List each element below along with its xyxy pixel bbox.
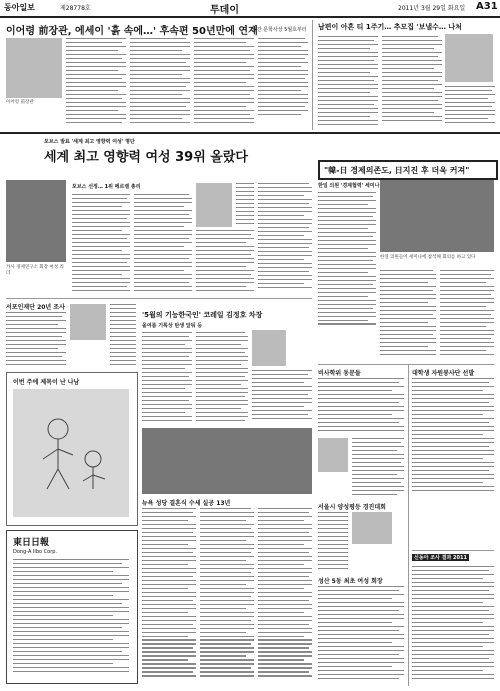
right-divider-1 <box>318 364 494 365</box>
page-number: A31 <box>476 1 498 12</box>
people-body <box>318 378 404 434</box>
wed-headline: 뉴욕 성당 결혼식 수세 실공 13년 <box>142 500 231 507</box>
top-right-body-col2 <box>382 36 442 128</box>
korea-japan-photo <box>380 180 494 252</box>
bottom-right-headline: 서울시 양성평등 경진대회 <box>318 504 386 511</box>
right-bottom-tag: 신동아 조사 결과 2011 <box>414 555 467 561</box>
left-mid-body <box>6 312 66 368</box>
left-mid-body2 <box>110 304 136 368</box>
women-body-col1 <box>72 194 130 294</box>
bottom-right-headline2: 성산 5동 최초 여성 회장 <box>318 578 383 585</box>
lee-photo <box>6 38 62 98</box>
women-body-side <box>236 183 254 227</box>
women-subhead: 포브스 선정… 1위 메르켈 총리 <box>72 184 141 190</box>
wedding-headline: 대학생 자원봉사단 선발 <box>412 370 475 377</box>
advertisement <box>6 530 138 684</box>
section-rule <box>0 132 500 134</box>
top-right-body-col1 <box>318 36 378 128</box>
cartoon-box <box>6 372 138 526</box>
bottom-body-col1 <box>142 508 196 684</box>
women-inset-photo <box>196 183 232 227</box>
right-col-divider <box>408 364 409 686</box>
mid-photo <box>252 330 286 366</box>
women-body-col3 <box>196 230 254 294</box>
korea-japan-kicker: 한일 의원 '경제협력' 세미나 <box>318 183 380 189</box>
lee-body-col2 <box>130 38 190 128</box>
bottom-body-col3 <box>258 508 312 684</box>
mid-divider <box>6 298 312 299</box>
lee-photo-caption: 이어령 前장관 <box>6 100 34 105</box>
korea-japan-body-col3 <box>440 270 494 360</box>
mid-headline: '5월의 기능한국인' 코레일 김정호 차장 <box>142 311 263 319</box>
top-right-headline: 남편이 아흔 티 1주기… 추모집 '보낼수… 나처 <box>318 23 462 31</box>
bottom-center-photo <box>142 428 312 494</box>
people-photo <box>318 438 348 472</box>
bottom-body-col2 <box>200 508 254 684</box>
ad-body <box>13 559 129 677</box>
cartoon-illustration <box>13 389 129 517</box>
women-photo <box>6 180 66 262</box>
right-divider-2 <box>412 550 494 551</box>
people-headline: 비사학위 동문들 <box>318 370 361 377</box>
issue-number: 제28778호 <box>60 5 91 12</box>
cartoon-title: 이번 주에 제목이 난 나남 <box>13 379 80 386</box>
women-body-col4 <box>258 183 312 294</box>
mid-body-col3 <box>252 370 312 424</box>
korea-japan-body-col1 <box>318 192 376 332</box>
mid-subhead: 올여름 기록상 탄생 앞둬 등 <box>142 323 203 329</box>
korea-japan-photo-caption: 한일 의원들이 세미나에 참석해 회의를 하고 있다 <box>380 255 476 260</box>
lee-headline: 이어령 前장관, 에세이 '흙 속에…' 후속편 50년만에 연재 <box>6 26 258 37</box>
top-right-photo <box>445 34 493 82</box>
mid-body-col2 <box>196 332 248 424</box>
left-mid-photo <box>70 304 106 340</box>
lee-body-col1 <box>66 38 126 128</box>
mid-body-col1 <box>142 332 192 424</box>
right-body-a <box>412 378 494 498</box>
korea-japan-headline: "韓-日 경제의존도, 日지진 후 더욱 커져" <box>324 166 470 175</box>
ad-subtitle: Dong-A Ilbo Corp. <box>13 549 58 555</box>
column-divider <box>312 20 313 130</box>
korea-japan-body-col2 <box>380 270 436 360</box>
bottom-right-body <box>318 512 348 572</box>
right-body-b <box>412 566 494 684</box>
bottom-right-photo <box>352 512 392 544</box>
korea-japan-headline-box <box>318 160 498 180</box>
lee-subhead: 월간 문학사상 5월호부터 <box>252 27 307 33</box>
women-kicker: 포브스 발표 '세계 최고 영향력 여성' 명단 <box>44 139 135 145</box>
left-mid-headline: 서포인재단 20년 조사 <box>6 304 65 311</box>
women-photo-caption: 카사 경제연구소 회장 여성 리더 <box>6 265 64 276</box>
lee-body-col3 <box>194 38 254 128</box>
women-body-col2 <box>134 194 192 294</box>
newspaper-logo: 동아일보 <box>4 3 35 12</box>
people-body2 <box>352 438 404 498</box>
ad-name: 東日日報 <box>13 538 50 548</box>
section-title: 투데이 <box>210 5 239 16</box>
women-headline: 세계 최고 영향력 여성 39위 올랐다 <box>44 150 248 165</box>
top-right-body-col3 <box>445 86 495 128</box>
cartoon-drawing <box>13 389 129 517</box>
masthead <box>0 0 500 18</box>
publish-date: 2011년 3월 29일 화요일 <box>398 5 466 12</box>
lee-body-col4 <box>258 38 308 128</box>
bottom-right-body2 <box>318 586 404 684</box>
